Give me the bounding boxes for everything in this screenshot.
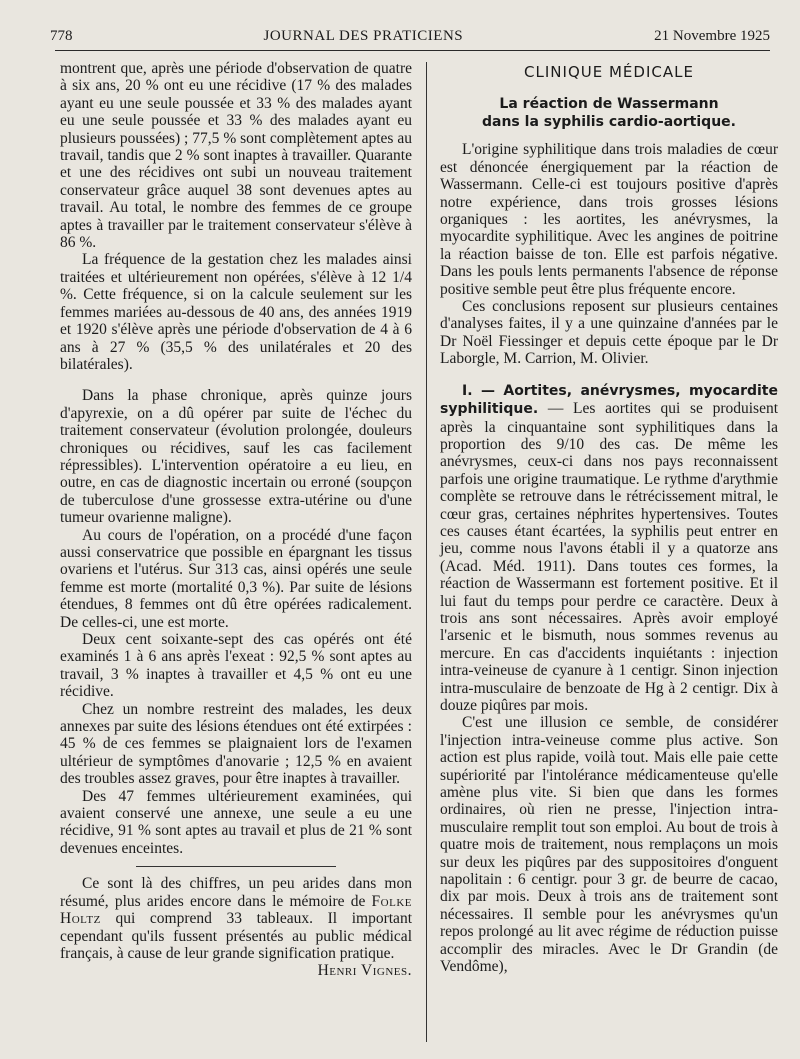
header-rule	[55, 50, 770, 51]
signature-line	[60, 962, 412, 979]
column-divider	[426, 62, 427, 1042]
page-number: 778	[50, 28, 73, 44]
left-paragraph-3: Dans la phase chronique, après quinze jours d'apyrexie, on a dû opérer par suite de l'échec du traitement conservateur (évolution prolongée, douleurs chroniques ou récidives, sauf les cas facilement répressibles). L'intervention opératoire a eu lieu, en outre, en cas de diagnostic incertain ou erroné (soupçon de tuberculose d'une grossesse extra-utérine ou d'une tumeur ovarienne maligne).	[60, 387, 412, 527]
separator-rule	[136, 866, 336, 867]
left-paragraph-4: Au cours de l'opération, on a procédé d'une façon aussi conservatrice que possible en épargnant les tissus ovariens et l'utérus. Sur 313 cas, ainsi opérés une seule femme est morte (mortalité 0,3 %). Par suite de lésions étendues, 8 femmes ont dû être opérées radicalement. De celles-ci, une est morte.	[60, 526, 412, 631]
article-title: La réaction de Wassermann dans la syphilis cardio-aortique.	[482, 96, 736, 131]
right-paragraph-1: L'origine syphilitique dans trois maladies de cœur est dénoncée énergiquement par la réaction de Wassermann. Celle-ci est toujours positive d'après notre expérience, dans trois grosses lésions organiques : les aortites, les anévrysmes, la myocardite syphilitique. Avec les angines de poitrine la réaction baisse de ton. Elle est parfois négative. Dans les pouls lents permanents l'absence de réponse positive semble peut être plus fréquente encore.	[440, 141, 778, 298]
section-title: CLINIQUE MÉDICALE	[524, 63, 694, 81]
left-paragraph-7: Des 47 femmes ultérieurement examinées, qui avaient conservé une annexe, une seule a eu une récidive, 91 % sont aptes au travail et plus de 21 % sont devenues enceintes.	[60, 787, 412, 857]
author-signature: Henri Vignes.	[317, 962, 412, 980]
left-column	[60, 60, 412, 980]
right-paragraph-3: I. — Aortites, anévrysmes, myocardite syphilitique. — Les aortites qui se produisent après la cinquantaine sont syphilitiques dans la proportion des 9/10 des cas. De même les anévrysmes, ceux-ci dans nos pays reconnaissent parfois une origine traumatique. Le rythme d'arythmie complète se retrouve dans le rétrécissement mitral, le cœur gras, certaines néphrites hypertensives. Toutes ces causes étant écartées, la syphilis peut entrer en jeu, comme nous l'avons établi il y a quatorze ans (Acad. Méd. 1911). Dans toutes ces formes, la réaction de Wassermann est fortement positive. Et il lui faut du temps pour perdre ce caractère. Deux à trois ans sont nécessaires. Après avoir employé l'arsenic et le bismuth, nous sommes revenus au mercure. En cas d'accidents inquiétants : injection intra-veineuse de cyanure à 1 centigr. Sinon injection intra-musculaire de benzoate de Hg à 2 centigr. Dix à douze piqûres par mois.	[440, 382, 779, 714]
right-paragraph-4: C'est une illusion ce semble, de considérer l'injection intra-veineuse comme plus active. Son action est plus rapide, voilà tout. Mais elle paie cette supériorité par l'intolérance médicamenteuse qu'elle amène plus vite. Si bien que dans les formes ordinaires, où rien ne presse, l'injection intra-musculaire remplit tout son emploi. Au bout de trois à quatre mois de traitement, nous remplaçons un mois sur deux les piqûres par des suppositoires d'onguent napolitain : 6 centigr. pour 3 gr. de beurre de cacao, dix par mois. Deux à trois ans de traitement sont nécessaires. Il semble pour les anévrysmes qu'un repos prolongé au lit avec régime de réduction puisse accomplir des miracles. Avec le Dr Grandin (de Vendôme),	[440, 714, 778, 976]
page-header	[50, 28, 770, 52]
author-name-holtz: Folke Holtz	[60, 892, 412, 928]
right-paragraph-2: Ces conclusions reposent sur plusieurs centaines d'analyses faites, il y a une quinzaine d'années par le Dr Noël Fiessinger et depuis cette époque par le Dr Laborgle, M. Carrion, M. Olivier.	[440, 298, 778, 368]
journal-title: JOURNAL DES PRATICIENS	[263, 28, 464, 44]
left-paragraph-2: La fréquence de la gestation chez les malades ainsi traitées et ultérieurement non opérées, s'élève à 12 1/4 %. Cette fréquence, si on la calcule seulement sur les femmes mariées au-dessous de 40 ans, des années 1919 et 1920 s'élève après une période d'observation de 4 à 6 ans à 27 % (35,5 % des unilatérales et 20 des bilatérales).	[60, 251, 412, 373]
left-paragraph-6: Chez un nombre restreint des malades, les deux annexes par suite des lésions étendues ont été extirpées : 45 % de ces femmes se plaignaient lors de l'examen ultérieur de symptômes d'anovarie ; 12,5 % en avaient des troubles assez graves, pour être inaptes à travailler.	[60, 700, 412, 788]
right-column	[440, 60, 778, 976]
left-paragraph-5: Deux cent soixante-sept des cas opérés ont été examinés 1 à 6 ans après l'exeat : 92,5 % sont aptes au travail, 3 % inaptes à travailler et 4,5 % ont eu une récidive.	[60, 631, 412, 701]
left-paragraph-1: montrent que, après une période d'observation de quatre à six ans, 20 % ont eu une récidive (17 % des malades ayant eu une seule poussée et 33 % des malades ayant eu une seule poussée et 33 % des malades ayant eu plusieurs poussées) ; 77,5 % sont complètement aptes au travail, tandis que 2 % sont inaptes à travailler. Quarante et une des récidives ont subi un nouveau traitement conservateur grâce auquel 38 sont devenues aptes au travail. Au total, le nombre des femmes de ce groupe aptes à travailler par le traitement conservateur s'élève à 86 %.	[60, 60, 412, 252]
subheading-aortites: I. — Aortites, anévrysmes, myocardite syphilitique.	[440, 382, 778, 418]
left-paragraph-8: Ce sont là des chiffres, un peu arides dans mon résumé, plus arides encore dans le mémoire de Folke Holtz qui comprend 33 tableaux. Il important cependant qu'ils fussent présentés au public médical français, à cause de leur grande signification pratique.	[60, 875, 412, 962]
issue-date: 21 Novembre 1925	[654, 28, 770, 44]
